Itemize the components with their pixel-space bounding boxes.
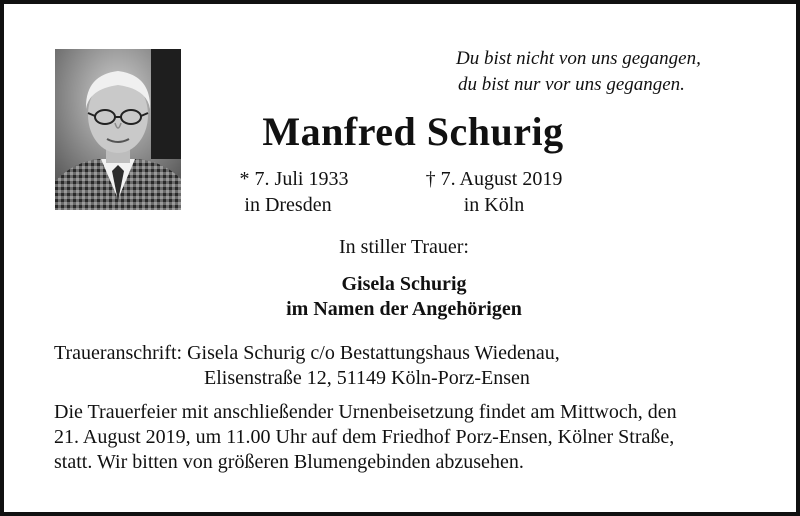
address-line-1: Traueranschrift: Gisela Schurig c/o Bestattungshaus Wiedenau, <box>54 342 560 364</box>
death-place: in Köln <box>463 194 525 216</box>
mourner-relation: im Namen der Angehörigen <box>286 298 522 320</box>
birth-date: * 7. Juli 1933 <box>239 168 349 190</box>
ceremony-details <box>54 400 769 475</box>
ceremony-line-1: Die Trauerfeier mit anschließender Urnenbeisetzung findet am Mittwoch, den <box>54 401 677 423</box>
mourner-name: Gisela Schurig <box>341 273 467 295</box>
death-date: † 7. August 2019 <box>425 168 563 190</box>
memorial-quote <box>456 46 701 98</box>
mourning-address <box>54 341 560 391</box>
quote-line-1: Du bist nicht von uns gegangen, <box>456 48 701 69</box>
death-info <box>409 166 579 218</box>
deceased-name: Manfred Schurig <box>262 109 564 154</box>
birth-info <box>224 166 364 218</box>
ceremony-line-3: statt. Wir bitten von größeren Blumengebinden abzusehen. <box>54 451 524 473</box>
ceremony-line-2: 21. August 2019, um 11.00 Uhr auf dem Friedhof Porz-Ensen, Kölner Straße, <box>54 426 675 448</box>
address-line-2: Elisenstraße 12, 51149 Köln-Porz-Ensen <box>204 367 530 389</box>
quote-line-2: du bist nur vor uns gegangen. <box>458 74 685 95</box>
birth-place: in Dresden <box>244 194 332 216</box>
mourning-intro: In stiller Trauer: <box>339 236 469 258</box>
